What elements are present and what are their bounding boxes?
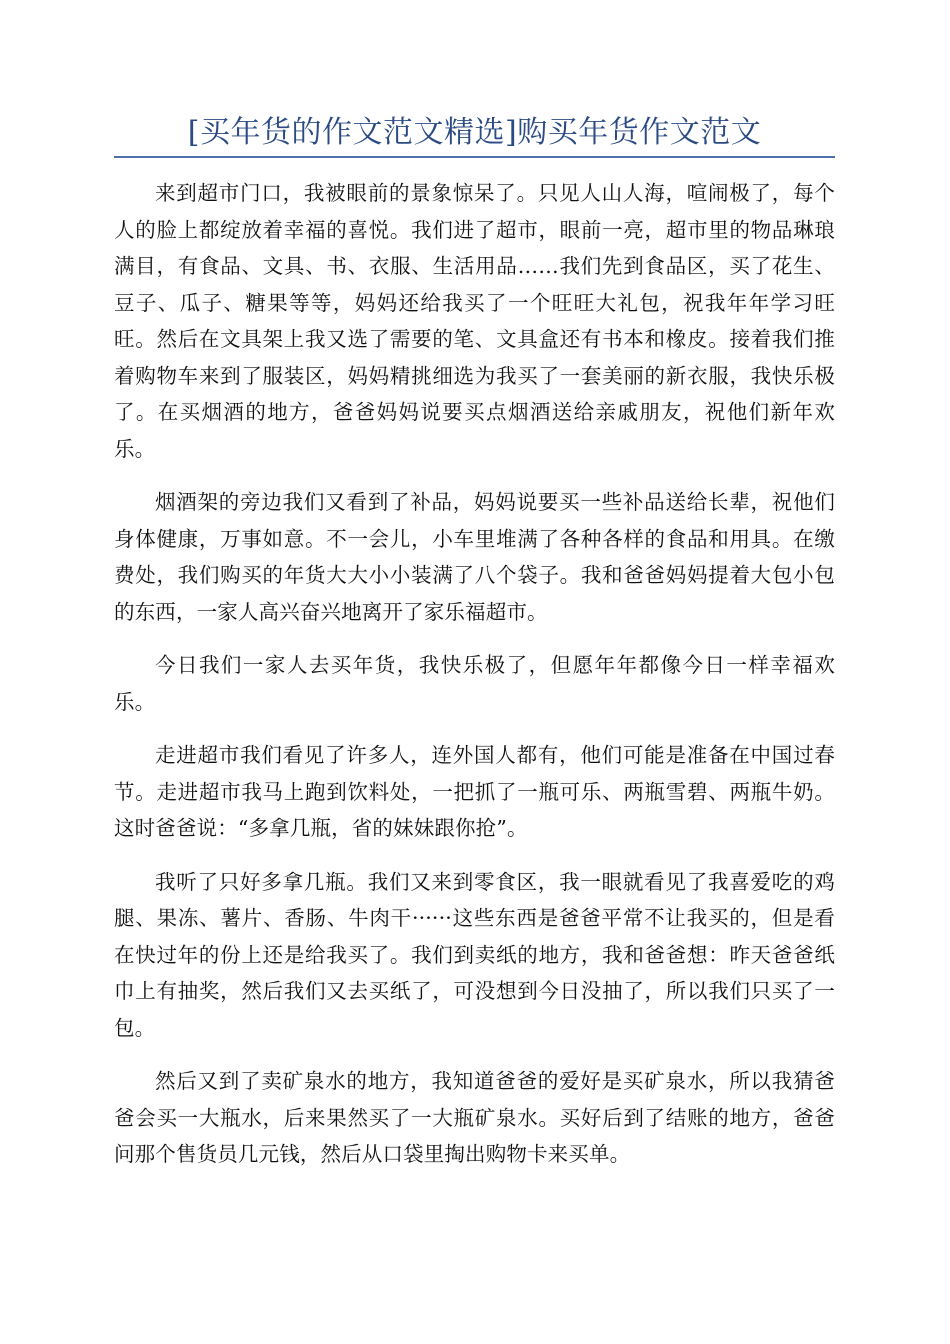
paragraph-4: 走进超市我们看见了许多人，连外国人都有，他们可能是准备在中国过春节。走进超市我马上跑到饮料处，一把抓了一瓶可乐、两瓶雪碧、两瓶牛奶。这时爸爸说：“多拿几瓶，省的妹妹跟你抢”。: [114, 743, 835, 840]
document-title: [买年货的作文范文精选]购买年货作文范文: [187, 115, 762, 150]
paragraph-3: 今日我们一家人去买年货，我快乐极了，但愿年年都像今日一样幸福欢乐。: [114, 653, 835, 714]
paragraph-2: 烟酒架的旁边我们又看到了补品，妈妈说要买一些补品送给长辈，祝他们身体健康，万事如意。不一会儿，小车里堆满了各种各样的食品和用具。在缴费处，我们购买的年货大大小小装满了八个袋子。我和爸爸妈妈提着大包小包的东西，一家人高兴奋兴地离开了家乐福超市。: [114, 490, 835, 624]
paragraph-6: 然后又到了卖矿泉水的地方，我知道爸爸的爱好是买矿泉水，所以我猜爸爸会买一大瓶水，后来果然买了一大瓶矿泉水。买好后到了结账的地方，爸爸问那个售货员几元钱，然后从口袋里掏出购物卡来买单。: [114, 1069, 835, 1166]
document-body: [114, 175, 835, 1190]
title-block: [114, 112, 835, 158]
paragraph-5: 我听了只好多拿几瓶。我们又来到零食区，我一眼就看见了我喜爱吃的鸡腿、果冻、薯片、香肠、牛肉干······这些东西是爸爸平常不让我买的，但是看在快过年的份上还是给我买了。我们到卖纸的地方，我和爸爸想：昨天爸爸纸巾上有抽奖，然后我们又去买纸了，可没想到今日没抽了，所以我们只买了一包。: [114, 869, 835, 1040]
paragraph-1: 来到超市门口，我被眼前的景象惊呆了。只见人山人海，喧闹极了，每个人的脸上都绽放着幸福的喜悦。我们进了超市，眼前一亮，超市里的物品琳琅满目，有食品、文具、书、衣服、生活用品……我们先到食品区，买了花生、豆子、瓜子、糖果等等，妈妈还给我买了一个旺旺大礼包，祝我年年学习旺旺。然后在文具架上我又选了需要的笔、文具盒还有书本和橡皮。接着我们推着购物车来到了服装区，妈妈精挑细选为我买了一套美丽的新衣服，我快乐极了。在买烟酒的地方，爸爸妈妈说要买点烟酒送给亲戚朋友，祝他们新年欢乐。: [114, 181, 835, 461]
